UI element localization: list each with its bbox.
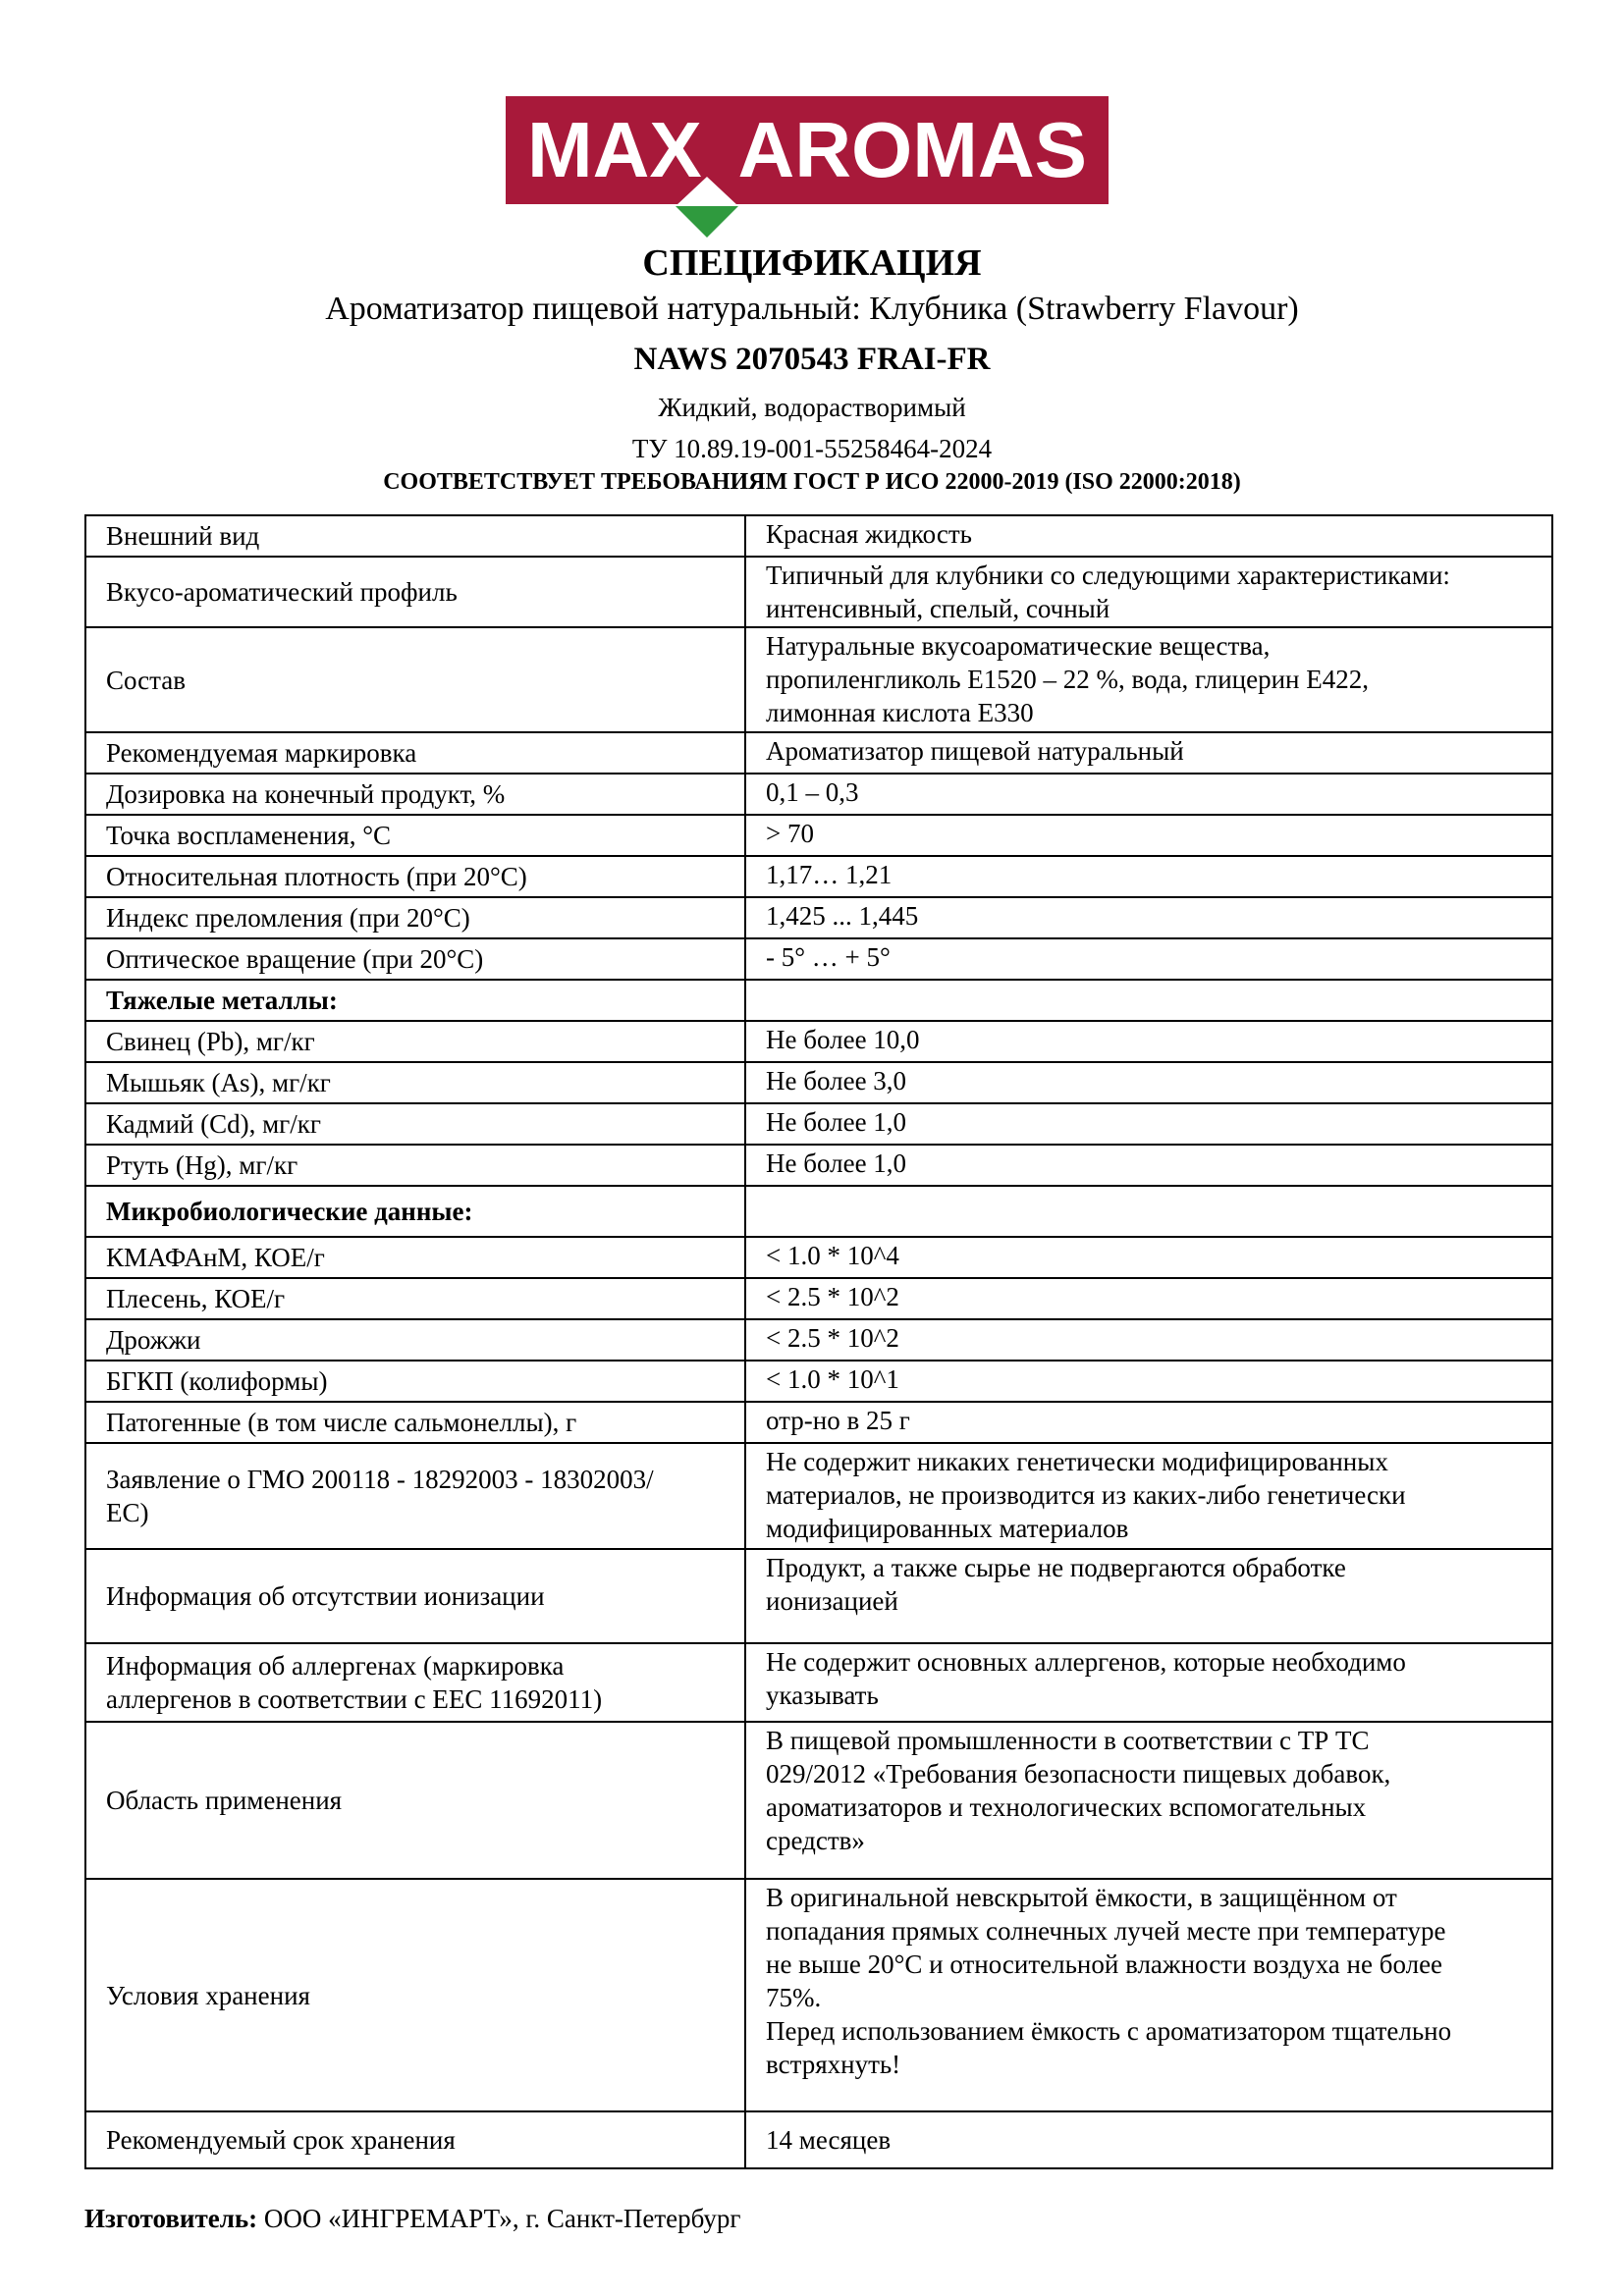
row-value: 1,17… 1,21 (745, 856, 1552, 897)
table-row (85, 1021, 1552, 1062)
row-label: Индекс преломления (при 20°С) (85, 897, 745, 938)
table-row (85, 1237, 1552, 1278)
product-code: NAWS 2070543 FRAI-FR (633, 342, 991, 377)
row-label: Рекомендуемая маркировка (85, 732, 745, 774)
product-form: Жидкий, водорастворимый (658, 393, 966, 422)
table-row (85, 897, 1552, 938)
row-label: Заявление о ГМО 200118 - 18292003 - 18302003/ ЕС) (85, 1443, 745, 1549)
row-value: В оригинальной невскрытой ёмкости, в защищённом от попадания прямых солнечных лучей месте при температуре не выше 20°С и относительной влажности воздуха не более 75%. Перед использованием ёмкость с ароматизатором тщательно встряхнуть! (745, 1879, 1552, 2111)
table-row (85, 1145, 1552, 1186)
row-value: Не более 1,0 (745, 1103, 1552, 1145)
row-value: 0,1 – 0,3 (745, 774, 1552, 815)
table-row (85, 1549, 1552, 1643)
row-label: Внешний вид (85, 515, 745, 557)
row-label: Вкусо-ароматический профиль (85, 557, 745, 627)
tu-number: ТУ 10.89.19-001-55258464-2024 (631, 434, 993, 463)
row-value: < 1.0 * 10^1 (745, 1361, 1552, 1402)
table-row (85, 1879, 1552, 2111)
row-value: В пищевой промышленности в соответствии с ТР ТС 029/2012 «Требования безопасности пищевых добавок, ароматизаторов и технологических вспомогательных средств» (745, 1722, 1552, 1879)
table-row (85, 815, 1552, 856)
row-value: Красная жидкость (745, 515, 1552, 557)
table-row (85, 732, 1552, 774)
row-value: - 5° … + 5° (745, 938, 1552, 980)
row-value: отр-но в 25 г (745, 1402, 1552, 1443)
row-value: > 70 (745, 815, 1552, 856)
row-label: Информация об отсутствии ионизации (85, 1549, 745, 1643)
table-row (85, 1443, 1552, 1549)
product-name: Ароматизатор пищевой натуральный: Клубника (Strawberry Flavour) (325, 291, 1299, 327)
row-label: Дрожжи (85, 1319, 745, 1361)
row-value (745, 980, 1552, 1021)
table-row (85, 1278, 1552, 1319)
row-label: Ртуть (Hg), мг/кг (85, 1145, 745, 1186)
row-label: Рекомендуемый срок хранения (85, 2111, 745, 2168)
logo-text-max: MAX (527, 106, 702, 193)
table-row (85, 1103, 1552, 1145)
table-row (85, 1361, 1552, 1402)
row-label: Свинец (Pb), мг/кг (85, 1021, 745, 1062)
gost-compliance: СООТВЕТСТВУЕТ ТРЕБОВАНИЯМ ГОСТ Р ИСО 22000-2019 (ISO 22000:2018) (383, 469, 1241, 495)
row-value: Типичный для клубники со следующими характеристиками: интенсивный, спелый, сочный (745, 557, 1552, 627)
specification-table (84, 514, 1553, 2169)
table-row (85, 557, 1552, 627)
row-value: Не более 1,0 (745, 1145, 1552, 1186)
table-row (85, 1722, 1552, 1879)
row-value: Не более 3,0 (745, 1062, 1552, 1103)
row-label: БГКП (колиформы) (85, 1361, 745, 1402)
row-label: Кадмий (Cd), мг/кг (85, 1103, 745, 1145)
table-row (85, 2111, 1552, 2168)
row-label: Относительная плотность (при 20°С) (85, 856, 745, 897)
row-label: Условия хранения (85, 1879, 745, 2111)
table-row (85, 1186, 1552, 1237)
table-row (85, 938, 1552, 980)
table-row (85, 1402, 1552, 1443)
table-row (85, 515, 1552, 557)
document-title: СПЕЦИФИКАЦИЯ (642, 242, 982, 284)
table-row (85, 856, 1552, 897)
row-label: Патогенные (в том числе сальмонеллы), г (85, 1402, 745, 1443)
row-label: Оптическое вращение (при 20°С) (85, 938, 745, 980)
table-row (85, 1643, 1552, 1722)
brand-logo (506, 96, 1109, 204)
table-row (85, 774, 1552, 815)
manufacturer-line (84, 2204, 740, 2234)
row-value: Продукт, а также сырье не подвергаются обработке ионизацией (745, 1549, 1552, 1643)
row-label: Мышьяк (As), мг/кг (85, 1062, 745, 1103)
row-value: < 2.5 * 10^2 (745, 1278, 1552, 1319)
row-value: < 1.0 * 10^4 (745, 1237, 1552, 1278)
logo-diamond-icon (648, 177, 766, 245)
manufacturer-value: ООО «ИНГРЕМАРТ», г. Санкт-Петербург (263, 2204, 741, 2233)
manufacturer-label: Изготовитель: (84, 2204, 258, 2233)
row-label: Плесень, КОЕ/г (85, 1278, 745, 1319)
table-row (85, 980, 1552, 1021)
row-label: Область применения (85, 1722, 745, 1879)
section-heading-heavy-metals: Тяжелые металлы: (85, 980, 745, 1021)
row-value: Не более 10,0 (745, 1021, 1552, 1062)
row-label: КМАФАнМ, КОЕ/г (85, 1237, 745, 1278)
row-value: 14 месяцев (745, 2111, 1552, 2168)
row-value: 1,425 ... 1,445 (745, 897, 1552, 938)
table-row (85, 1062, 1552, 1103)
row-label: Информация об аллергенах (маркировка аллергенов в соответствии с ЕЕС 11692011) (85, 1643, 745, 1722)
table-row (85, 1319, 1552, 1361)
logo-text-aromas: AROMAS (737, 106, 1087, 193)
row-value: Ароматизатор пищевой натуральный (745, 732, 1552, 774)
row-value (745, 1186, 1552, 1237)
row-value: Не содержит никаких генетически модифицированных материалов, не производится из каких-либо генетически модифицированных материалов (745, 1443, 1552, 1549)
row-label: Состав (85, 627, 745, 732)
row-value: < 2.5 * 10^2 (745, 1319, 1552, 1361)
table-row (85, 627, 1552, 732)
section-heading-microbiology: Микробиологические данные: (85, 1186, 745, 1237)
row-value: Не содержит основных аллергенов, которые необходимо указывать (745, 1643, 1552, 1722)
row-label: Точка воспламенения, °С (85, 815, 745, 856)
row-value: Натуральные вкусоароматические вещества, пропиленгликоль Е1520 – 22 %, вода, глицерин Е422, лимонная кислота Е330 (745, 627, 1552, 732)
row-label: Дозировка на конечный продукт, % (85, 774, 745, 815)
